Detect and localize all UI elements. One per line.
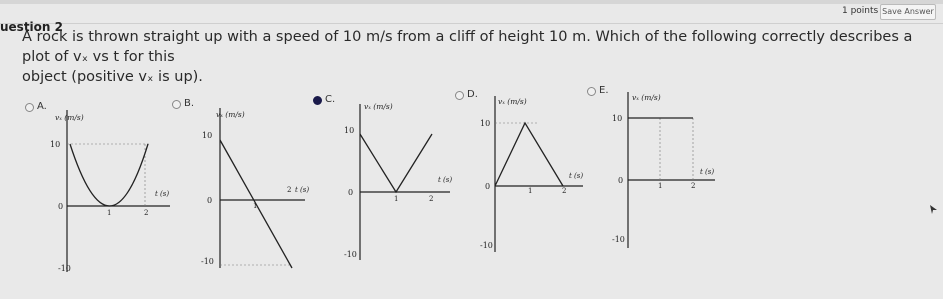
tick-0-a: 0 [58, 202, 64, 211]
radio-option-d[interactable] [455, 91, 464, 100]
series-a-curve [70, 144, 148, 206]
ylabel-c: vₓ (m/s) [364, 102, 393, 111]
graph-option-c [340, 98, 460, 268]
tick-neg10-e: -10 [612, 235, 625, 244]
points-label: 1 points [842, 6, 879, 16]
tick-0-e: 0 [618, 176, 624, 185]
graph-option-b [195, 100, 325, 275]
xlabel-d: t (s) [569, 172, 584, 180]
tick-neg10-b: -10 [201, 257, 214, 266]
mouse-cursor-icon [930, 205, 938, 215]
tick-2-c: 2 [429, 195, 434, 203]
option-b-label: B. [184, 98, 195, 109]
tick-10-e: 10 [612, 114, 623, 123]
ylabel-d: vₓ (m/s) [498, 97, 527, 106]
ylabel-e: vₓ (m/s) [632, 93, 661, 102]
xlabel-b: t (s) [295, 186, 310, 194]
series-c-line [360, 134, 432, 192]
tick-1-c: 1 [394, 195, 399, 203]
tick-10-d: 10 [480, 119, 491, 128]
tick-10-a: 10 [50, 140, 61, 149]
radio-option-e[interactable] [587, 87, 596, 96]
tick-neg10-c: -10 [344, 250, 357, 259]
series-d-line [495, 123, 563, 186]
question-header [0, 4, 943, 24]
radio-option-b[interactable] [172, 100, 181, 109]
option-a-label: A. [37, 101, 47, 112]
option-d-label: D. [467, 89, 478, 100]
xlabel-e: t (s) [700, 168, 715, 176]
question-label: uestion 2 [0, 20, 63, 34]
tick-2-d: 2 [562, 187, 567, 195]
graph-option-e [610, 88, 725, 258]
tick-neg10-d: -10 [480, 241, 493, 250]
tick-1-b: 1 [253, 202, 258, 210]
graph-option-a [30, 100, 180, 290]
question-text-line-1: A rock is thrown straight up with a speed of 10 m/s from a cliff of height 10 m. Which of the following correctly describes a plot of vₓ vs t for this [22, 29, 913, 65]
tick-neg10-a: -10 [58, 264, 71, 273]
tick-10-b: 10 [202, 131, 213, 140]
xlabel-a: t (s) [155, 190, 170, 198]
tick-1-d: 1 [528, 187, 533, 195]
save-answer-button[interactable]: Save Answer [880, 4, 936, 20]
graph-option-d [478, 92, 593, 262]
xlabel-c: t (s) [438, 176, 453, 184]
tick-1-a: 1 [107, 209, 112, 217]
tick-2-e: 2 [691, 182, 696, 190]
ylabel-a: vₓ (m/s) [55, 113, 84, 122]
ylabel-b: vₓ (m/s) [216, 110, 245, 119]
tick-0-d: 0 [485, 182, 491, 191]
tick-0-b: 0 [207, 196, 213, 205]
tick-0-c: 0 [348, 188, 354, 197]
radio-option-c[interactable] [313, 96, 322, 105]
tick-2-b: 2 [287, 186, 292, 194]
tick-1-e: 1 [658, 182, 663, 190]
tick-2-a: 2 [144, 209, 149, 217]
option-c-label: C. [325, 94, 336, 105]
tick-10-c: 10 [344, 126, 355, 135]
question-text [22, 27, 927, 87]
question-text-line-2: object (positive vₓ is up). [22, 69, 203, 85]
option-e-label: E. [599, 85, 609, 96]
